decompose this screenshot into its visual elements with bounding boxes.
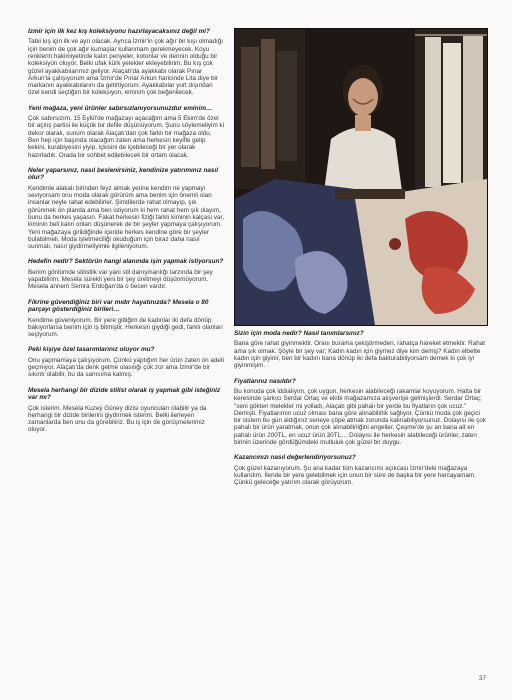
- page-number: 37: [478, 675, 486, 682]
- question-7: Mesela herhangi bir dizide stilist olarak iş yapmak gibi isteğiniz var mı?: [28, 386, 221, 402]
- question-8: Sizin için moda nedir? Nasıl tanımlarsınız?: [234, 330, 364, 337]
- question-1: İzmir için ilk kez kış koleksiyonu hazırlayacaksınız değil mi?: [28, 28, 210, 35]
- question-5: Fikrine güvendiğiniz biri var mıdır hayatınızda? Mesela o 80 parçayı gösterdiğiniz birileri…: [28, 298, 209, 314]
- right-text-column: [234, 330, 486, 670]
- boutique-photo: [234, 28, 488, 326]
- answer-9: Bu konuda çok iddialıyım, çok uygun, herkesin alabileceği rakamlar koyuyorum. Hatta bir keresinde şarkıcı Serdar Ortaç ve ekibi mağazamıza alışverişe gelmişlerdi. Serdar Ortaç; "seni gökten melekler mi yolladı, Alaçatı gibi pahalı bir yerde bu fiyatların çok ucuz." Demişti. Fiyatlarımın ucuz olması bana göre alınabilirlik sağlıyor. Çünkü moda çok geçici bir sistem bu gün aldığınız seneye çöpe atmak zorunda kalınabiliyorsunuz. Dolayısı ile çok pahalı bir ürün yaratmak, onun çok alınabilirliğini engeller. Çeşme'de şu an bana ait en pahalı ürün 200TL, en ucuz ürün 30TL… Dolayısı ile herkesin alabileceği ürünler, zaten birinin üzerinde gördüğümdeki mutluluk çok güzel bir duygu.: [234, 388, 486, 447]
- question-3: Neler yaparsınız, nasıl beslenirsiniz, kendinize yatırımınız nasıl olur?: [28, 166, 219, 182]
- answer-5: Kendime güveniyorum. Bir yere gittiğim de kadınlar iki defa dönüp bakıyorlarsa benim için iş bitmiştir. Herkesin giydiği gedi, farklı olanları seçiyorum.: [28, 316, 223, 339]
- answer-3: Kendimle alakalı birinden feyz almak yerine kendim ne yapmayı seviyorsam onu moda olarak görürüm ama benim için önemli olan insanlar neyle rahat edebilirler. Şimdilerde rahat olmayıp, şık görünmek ön planda ama ben istiyorum ki hem rahat hem şık olayım, bunu da herkes yaşasın. Fakat herkesin fiziği farklı kiminin kalçası var, kiminin beli kalın onları düşünerek de bir şeyler yapmaya çalışıyorum. Yeni mağazaya girildiğinde içeride herkes kendine göre bir şeyler bulabilmeli. Moda işletmeciliği okuduğum için biraz daha nasıl sunmalı, nasıl giydirmeliyimle ilgileniyorum.: [28, 184, 224, 251]
- question-2: Yeni mağaza, yeni ürünler sabırsızlanıyorsunuzdur eminim…: [28, 104, 213, 112]
- answer-1: Tabii kış için ilk ve ayrı olacak. Ayrıca İzmir'in çok ağır bir kışı olmadığı için benim de çok ağır kumaşlar kullanmam gerekmeyecek. Koyu renklerin hakimiyetinde kalın penyeler, kotonlar ve derinin olduğu bir koleksiyon oluyor. Belki ufak kürk yelekler ekleyebilirim. Bu kış çok güzel ayakkabılarımız geliyor. Alaçatı'da ayakkabı olarak Pınar Arkun'la çalışıyorum ama İzmir'de Pınar Arkun haricinde Lita diye bir markanın ayakkabılarını da getirtiyorum. Ayakkabılar yurt dışından özel kendi seçtiğim bir koleksiyon, eminim çok beğenilecek.: [28, 38, 223, 97]
- answer-6: Onu yapmamaya çalışıyorum. Çünkü yaptığım her ürün zaten on adeti geçmiyor. Alaçatı'da denk gelme olasılığı çok zor ama İzmir'de bir sıkıntı olabilir, bu da sanısıma kalmış.: [28, 356, 224, 379]
- question-4: Hedefin nedir? Sektörün hangi alanında işin yapmak istiyorsun?: [28, 258, 224, 266]
- left-text-column: [28, 28, 224, 678]
- answer-2: Çok sabırsızım. 15 Eylül'de mağazayı açacağım ama 5 Ekim'de özel bir açılış partisi ile küçük bir defile düşünüyorum. Şunu söylemeliyim ki dekor olarak, sunum olarak Alaçatı'dan çok farklı bir mağaza oldu. Ben hep için başında olacağım zaten ama herkesin keyifle gelip kekini, kurabiyesini yiyip, içkisini de içebileceği bir yer olarak hazırladık. Orada bir sohbet edilebilecek bir ortam olacak.: [28, 115, 224, 159]
- question-9: Fiyatlarınız nasıldır?: [234, 377, 296, 385]
- photo-illustration: [235, 29, 487, 325]
- question-6: Peki kişiye özel tasarımlarınız oluyor mu?: [28, 346, 155, 354]
- answer-4: Benim gönlümde stilistlik var yani stil danışmanlığı tarzında bir şey yapabilirim. Mesela sürekli yeni bir şey üretmeyi düşünmüyorum. Mesela annem Semra Erdoğan'da o beceri vardır.: [28, 268, 213, 291]
- answer-10: Çok güzel kazanıyorum. Şu ana kadar tüm kazancımı açıkcası İzmir'deki mağazaya kullandım. İleride bir yere gelebilmek için unun bir süre de başka bir yere harcayamam. Çünkü geleceğe yatırım olarak görüyorum.: [234, 464, 476, 487]
- question-10: Kazancınızı nasıl değerlendiriyorsunuz?: [234, 454, 356, 462]
- answer-7: Çok isterim. Mesela Kuzey Güney dizisi oyuncuları olabilir ya da herhangi bir dizide birilerini giydirmek isterim. Belki ilerleyen zamanlarda ben onu da görebiliriz. Bu iş için de görüşmelerimiz oluyor.: [28, 404, 207, 434]
- answer-8: Bana göre rahat giyinmektir. Oranı burama çekiştirmeden, rahatça hareket etmektir. Rahat ama şık olmak. Şöyle bir şey var; Kadın kadın için giymez diye kim demiş? Kadın elbette kadın için giyinir, ben bir kadını bana dönüp iki defa bakturabiliyorsam demek ki çok iyi giyinmişim.: [234, 340, 485, 370]
